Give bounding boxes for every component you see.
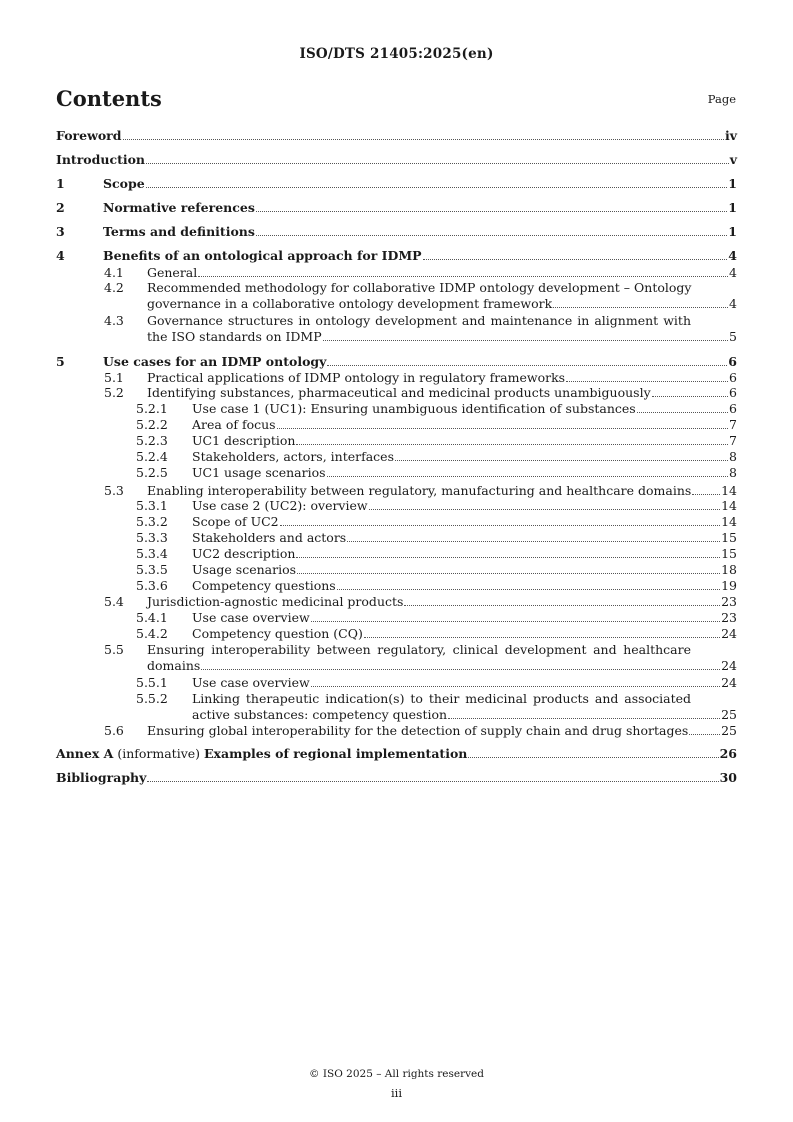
toc-entry[interactable] [56,433,737,449]
toc-entry[interactable] [56,313,737,345]
toc-entry-number: 4.3 [104,313,124,328]
toc-entry[interactable] [56,594,737,610]
toc-entry-label: Terms and definitions [103,224,255,239]
toc-entry[interactable] [56,385,737,401]
toc-entry-page: iv [724,128,737,143]
dot-leader [448,718,720,719]
toc-entry-page: 25 [721,707,737,722]
dot-leader [201,669,720,670]
toc-entry-label: Foreword [56,128,122,143]
toc-entry[interactable] [56,562,737,578]
toc-entry-label: Competency question (CQ) [192,626,363,641]
toc-entry-label: Use case overview [192,610,310,625]
toc-entry-label-line1: Ensuring interoperability between regulatory, clinical development and healthcare [147,642,691,657]
toc-entry-label: UC2 description [192,546,296,561]
toc-entry[interactable] [56,152,737,168]
toc-entry[interactable] [56,200,737,216]
toc-entry-page: 30 [719,770,737,785]
toc-entry-number: 4.2 [104,280,124,295]
toc-entry-number: 4.1 [104,265,124,280]
page-number: iii [390,1086,403,1100]
toc-entry-page: 1 [728,224,737,239]
toc-entry[interactable] [56,248,737,264]
toc-entry-number: 5.3 [104,483,124,498]
toc-entry[interactable] [56,417,737,433]
toc-entry-page: 8 [729,449,737,464]
toc-entry-label: Ensuring global interoperability for the detection of supply chain and drug shortages [147,723,689,738]
toc-entry-number: 5.3.3 [136,530,168,545]
dot-leader [689,734,720,735]
toc-entry-number: 5.5.2 [136,691,168,706]
toc-entry[interactable] [56,746,737,762]
toc-entry-number: 5.5 [104,642,124,657]
toc-entry-label: Examples of regional implementation [204,746,468,761]
toc-entry[interactable] [56,354,737,370]
dot-leader [146,163,729,164]
toc-entry-page: 8 [729,465,737,480]
page-column-label: Page [707,92,736,106]
toc-entry-page: 6 [729,401,737,416]
toc-entry-label-line1: Recommended methodology for collaborative IDMP ontology development – Ontology [147,280,692,295]
toc-entry[interactable] [56,176,737,192]
dot-leader [311,686,720,687]
toc-entry-number: 5.3.6 [136,578,168,593]
toc-entry-page: 14 [721,514,737,529]
toc-entry[interactable] [56,265,737,281]
dot-leader [256,211,727,212]
toc-entry-number: 5.2 [104,385,124,400]
toc-entry[interactable] [56,128,737,144]
toc-entry-label: UC1 usage scenarios [192,465,326,480]
annex-label: Annex A [56,746,114,761]
dot-leader [327,365,727,366]
toc-entry-number: 5.4.2 [136,626,168,641]
dot-leader [553,307,728,308]
toc-entry-label: Jurisdiction-agnostic medicinal products [147,594,404,609]
toc-entry[interactable] [56,483,737,499]
toc-entry-page: v [729,152,737,167]
dot-leader [123,139,724,140]
dot-leader [146,187,728,188]
toc-entry-number: 5.1 [104,370,124,385]
toc-entry-number: 5.3.4 [136,546,168,561]
toc-entry[interactable] [56,465,737,481]
dot-leader [423,259,728,260]
toc-entry-page: 19 [721,578,737,593]
toc-entry-page: 7 [729,417,737,432]
toc-entry-label-line1: Linking therapeutic indication(s) to their medicinal products and associated [192,691,691,706]
toc-entry[interactable] [56,578,737,594]
toc-entry-label: Usage scenarios [192,562,297,577]
toc-entry-number: 5 [56,354,65,369]
toc-entry-number: 3 [56,224,65,239]
dot-leader [364,637,720,638]
toc-entry-label: Use case 2 (UC2): overview [192,498,368,513]
toc-entry[interactable] [56,370,737,386]
toc-entry-page: 24 [721,626,737,641]
dot-leader [692,494,720,495]
toc-entry-page: 6 [728,354,737,369]
toc-entry[interactable] [56,723,737,739]
toc-entry-number: 5.6 [104,723,124,738]
toc-entry[interactable] [56,530,737,546]
dot-leader [347,541,720,542]
toc-entry-page: 24 [721,675,737,690]
dot-leader [566,381,728,382]
toc-entry-number: 5.4.1 [136,610,168,625]
toc-entry-number: 5.3.1 [136,498,168,513]
dot-leader [323,340,728,341]
toc-entry-page: 6 [729,370,737,385]
toc-entry-page: 7 [729,433,737,448]
toc-entry-label: Benefits of an ontological approach for IDMP [103,248,422,263]
toc-entry-label: the ISO standards on IDMP [147,329,322,344]
toc-entry-label: Stakeholders and actors [192,530,347,545]
dot-leader [256,235,727,236]
toc-entry-page: 14 [721,498,737,513]
toc-entry-number: 5.5.1 [136,675,168,690]
copyright-footer: © ISO 2025 – All rights reserved [309,1068,484,1080]
toc-entry-number: 1 [56,176,65,191]
toc-entry[interactable] [56,626,737,642]
dot-leader [198,276,728,277]
toc-entry[interactable] [56,546,737,562]
toc-entry-page: 15 [721,530,737,545]
toc-entry-label: Use case overview [192,675,310,690]
toc-entry-label: governance in a collaborative ontology development framework [147,296,553,311]
toc-entry-label: Scope of UC2 [192,514,279,529]
toc-entry-page: 14 [721,483,737,498]
dot-leader [297,573,720,574]
toc-entry-page: 15 [721,546,737,561]
toc-entry-label: General [147,265,198,280]
toc-entry-number: 4 [56,248,65,263]
toc-entry[interactable] [56,770,737,786]
toc-entry-label: active substances: competency question [192,707,448,722]
toc-entry-label: Use case 1 (UC1): Ensuring unambiguous identification of substances [192,401,636,416]
toc-entry[interactable] [56,642,737,674]
page-title: Contents [56,86,162,111]
toc-entry-page: 25 [721,723,737,738]
dot-leader [311,621,720,622]
toc-entry-page: 18 [721,562,737,577]
dot-leader [652,396,728,397]
dot-leader [468,757,718,758]
dot-leader [147,781,718,782]
toc-entry-label: Competency questions [192,578,336,593]
toc-entry-page: 4 [728,248,737,263]
dot-leader [280,525,720,526]
toc-entry-number: 5.2.4 [136,449,168,464]
toc-entry[interactable] [56,675,737,691]
toc-entry-label: UC1 description [192,433,296,448]
toc-entry-page: 26 [719,746,737,761]
toc-entry-label: Scope [103,176,145,191]
toc-entry-page: 24 [721,658,737,673]
toc-entry[interactable] [56,514,737,530]
toc-entry-page: 4 [729,265,737,280]
dot-leader [296,444,728,445]
toc-entry[interactable] [56,224,737,240]
toc-entry-page: 5 [729,329,737,344]
toc-entry-number: 5.3.2 [136,514,168,529]
toc-entry-number: 5.2.2 [136,417,168,432]
dot-leader [337,589,720,590]
toc-entry-number: 5.4 [104,594,124,609]
toc-entry-page: 1 [728,176,737,191]
toc-entry-number: 5.3.5 [136,562,168,577]
toc-entry[interactable] [56,449,737,465]
toc-entry[interactable] [56,401,737,417]
toc-entry-number: 5.2.5 [136,465,168,480]
toc-entry[interactable] [56,691,737,723]
toc-entry-page: 23 [721,610,737,625]
toc-entry-label: Stakeholders, actors, interfaces [192,449,394,464]
toc-entry-label: Normative references [103,200,255,215]
toc-entry-number: 5.2.3 [136,433,168,448]
dot-leader [296,557,720,558]
toc-entry-label-line1: Governance structures in ontology development and maintenance in alignment with [147,313,691,328]
toc-entry[interactable] [56,280,737,312]
toc-entry-page: 4 [729,296,737,311]
toc-entry[interactable] [56,610,737,626]
dot-leader [395,460,728,461]
document-header: ISO/DTS 21405:2025(en) [299,46,494,62]
toc-entry-label: Enabling interoperability between regulatory, manufacturing and healthcare domains [147,483,692,498]
toc-entry-page: 23 [721,594,737,609]
dot-leader [277,428,728,429]
toc-entry-label: Area of focus [192,417,276,432]
toc-entry-page: 1 [728,200,737,215]
toc-entry-label: Identifying substances, pharmaceutical and medicinal products unambiguously [147,385,651,400]
dot-leader [637,412,728,413]
toc-entry-number: 2 [56,200,65,215]
toc-entry-label: Practical applications of IDMP ontology in regulatory frameworks [147,370,566,385]
dot-leader [369,509,721,510]
toc-entry-label: Introduction [56,152,146,167]
toc-entry-number: 5.2.1 [136,401,168,416]
toc-entry-label: domains [147,658,201,673]
toc-entry-label: Use cases for an IDMP ontology [103,354,327,369]
toc-entry-label: Bibliography [56,770,147,785]
toc-entry-page: 6 [729,385,737,400]
toc-entry[interactable] [56,498,737,514]
dot-leader [404,605,720,606]
annex-note: (informative) [113,746,205,761]
dot-leader [327,476,729,477]
